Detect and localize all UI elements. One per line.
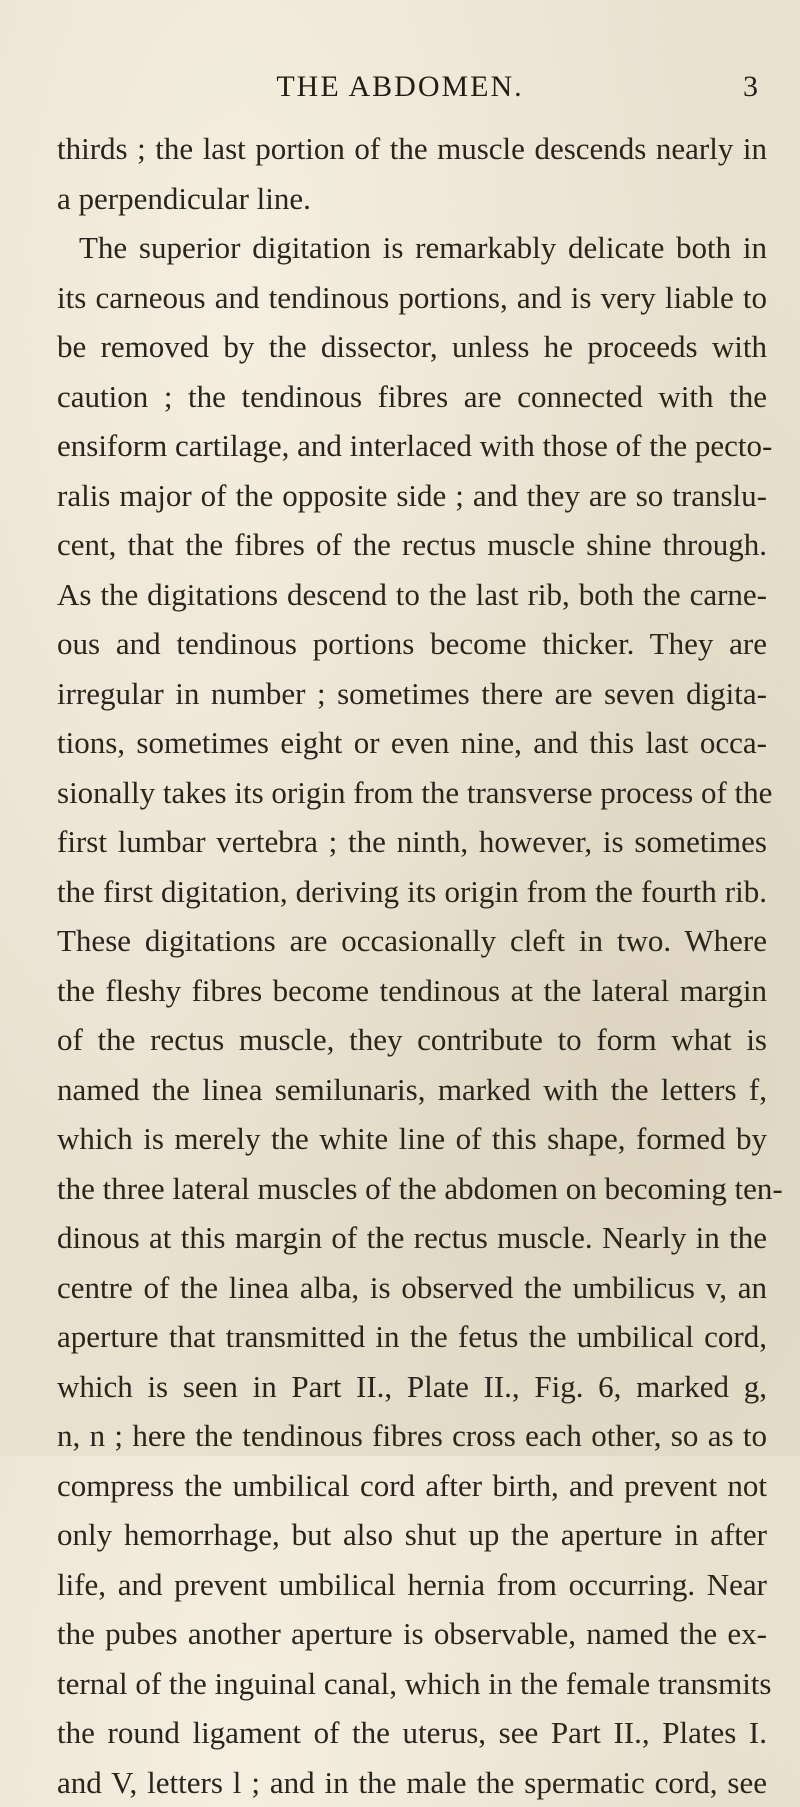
text-line: n, n ; here the tendinous fibres cross each other, so as to	[57, 1411, 767, 1461]
text-line: a perpendicular line.	[57, 174, 767, 224]
text-line: be removed by the dissector, unless he proceeds with	[57, 322, 767, 372]
text-line: life, and prevent umbilical hernia from occurring. Near	[57, 1560, 767, 1610]
text-line: the first digitation, deriving its origin from the fourth rib.	[57, 867, 767, 917]
text-line: dinous at this margin of the rectus muscle. Nearly in the	[57, 1213, 767, 1263]
body-text	[57, 124, 767, 1807]
text-line: ternal of the inguinal canal, which in the female transmits	[57, 1659, 767, 1709]
text-line: compress the umbilical cord after birth, and prevent not	[57, 1461, 767, 1511]
text-line: which is merely the white line of this shape, formed by	[57, 1114, 767, 1164]
text-line: irregular in number ; sometimes there are seven digita-	[57, 669, 767, 719]
text-line: of the rectus muscle, they contribute to form what is	[57, 1015, 767, 1065]
text-line: These digitations are occasionally cleft in two. Where	[57, 916, 767, 966]
text-line: As the digitations descend to the last rib, both the carne-	[57, 570, 767, 620]
text-line: only hemorrhage, but also shut up the aperture in after	[57, 1510, 767, 1560]
text-line: ous and tendinous portions become thicker. They are	[57, 619, 767, 669]
text-line: sionally takes its origin from the transverse process of the	[57, 768, 767, 818]
text-line: cent, that the fibres of the rectus muscle shine through.	[57, 520, 767, 570]
text-line: thirds ; the last portion of the muscle descends nearly in	[57, 124, 767, 174]
text-line: The superior digitation is remarkably delicate both in	[57, 223, 767, 273]
text-line: aperture that transmitted in the fetus the umbilical cord,	[57, 1312, 767, 1362]
text-line: and V, letters l ; and in the male the spermatic cord, see	[57, 1758, 767, 1807]
text-line: caution ; the tendinous fibres are connected with the	[57, 372, 767, 422]
text-line: the pubes another aperture is observable, named the ex-	[57, 1609, 767, 1659]
text-line: the round ligament of the uterus, see Part II., Plates I.	[57, 1708, 767, 1758]
text-line: its carneous and tendinous portions, and is very liable to	[57, 273, 767, 323]
text-line: tions, sometimes eight or even nine, and this last occa-	[57, 718, 767, 768]
text-line: first lumbar vertebra ; the ninth, however, is sometimes	[57, 817, 767, 867]
running-title: THE ABDOMEN.	[0, 70, 800, 104]
text-line: centre of the linea alba, is observed the umbilicus v, an	[57, 1263, 767, 1313]
text-line: which is seen in Part II., Plate II., Fig. 6, marked g,	[57, 1362, 767, 1412]
text-line: named the linea semilunaris, marked with the letters f,	[57, 1065, 767, 1115]
page-number: 3	[743, 70, 758, 104]
text-line: ralis major of the opposite side ; and they are so translu-	[57, 471, 767, 521]
text-line: ensiform cartilage, and interlaced with those of the pecto-	[57, 421, 767, 471]
text-line: the fleshy fibres become tendinous at the lateral margin	[57, 966, 767, 1016]
text-line: the three lateral muscles of the abdomen on becoming ten-	[57, 1164, 767, 1214]
running-head	[0, 70, 800, 110]
